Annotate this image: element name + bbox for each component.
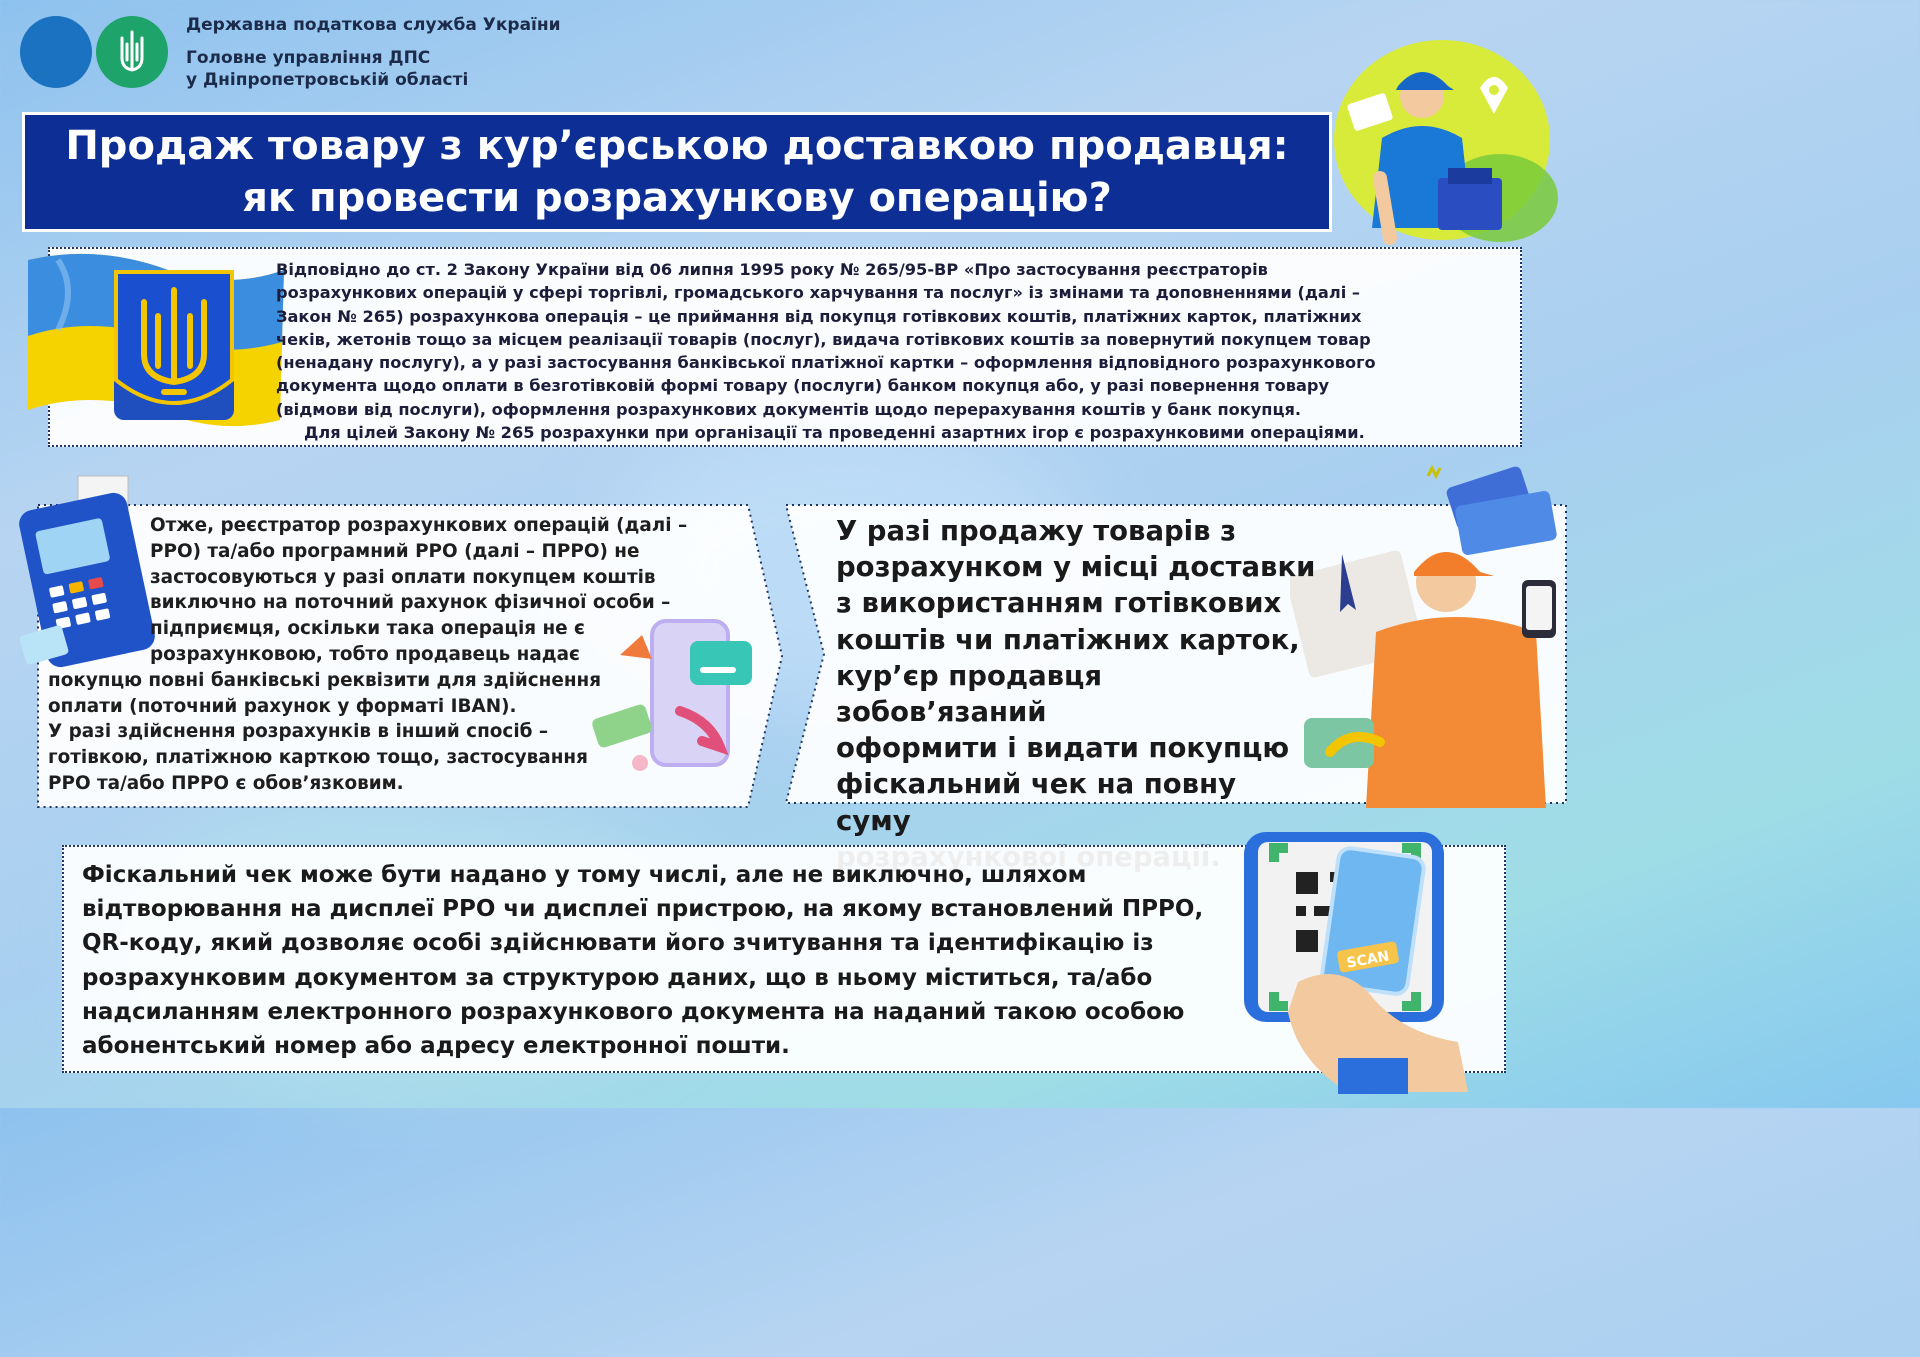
text-line (48, 590, 748, 616)
text-line (48, 565, 748, 591)
courier-illustration (1330, 28, 1562, 248)
text-line: розрахунковим документом за структурою даних, що в ньому міститься, та/або (82, 964, 1153, 991)
text-line-content: Отже, реєстратор розрахункових операцій (далі – (150, 515, 688, 536)
text-line: оплати (поточний рахунок у форматі IBAN). (48, 695, 517, 717)
law-definition-text (276, 258, 1520, 444)
text-line-content: підприємця, оскільки така операція не є (150, 618, 585, 640)
qr-scan-illustration (1238, 822, 1468, 1094)
text-line: коштів чи платіжних карток, (836, 623, 1300, 656)
scan-label: SCAN (1345, 948, 1391, 972)
text-line: QR-коду, який дозволяє особі здійснювати його зчитування та ідентифікацію із (82, 930, 1154, 957)
text-line: розрахунком у місці доставки (836, 551, 1316, 584)
text-line: готівкою, платіжною карткою тощо, застосування (48, 747, 588, 769)
text-line: У разі здійснення розрахунків в інший спосіб – (48, 721, 549, 743)
text-line: (відмови від послуги), оформлення розрахункових документів щодо перерахування коштів у банк покупця. (276, 399, 1302, 419)
org-department: Головне управління ДПС (186, 48, 431, 68)
title-line-1: Продаж товару з кур’єрською доставкою продавця: (65, 123, 1289, 169)
text-line: Закон № 265) розрахункова операція – це приймання від покупця готівкових коштів, платіжних карток, платіжних (276, 306, 1362, 326)
org-name: Державна податкова служба України (186, 15, 561, 35)
text-line: У разі продажу товарів з (836, 515, 1237, 547)
text-line-content: розрахунковою, тобто продавець надає (150, 643, 580, 665)
text-line: надсиланням електронного розрахункового документа на наданий такою особою (82, 998, 1185, 1025)
courier-with-box-illustration (1290, 462, 1566, 808)
text-line: РРО та/або ПРРО є обов’язковим. (48, 772, 404, 794)
title-line-2: як провести розрахункову операцію? (242, 175, 1112, 221)
text-line (48, 539, 748, 565)
text-line: фіскальний чек на повну суму (836, 768, 1236, 837)
text-line (48, 513, 748, 539)
page-title (22, 112, 1332, 232)
courier-obligation-text (836, 513, 1316, 875)
text-line-content: Для цілей Закону № 265 розрахунки при організації та проведенні азартних ігор є розрахунковими операціями. (304, 423, 1365, 443)
text-line: розрахункових операцій у сфері торгівлі, громадського харчування та послуг» із змінами та доповненнями (далі – (276, 283, 1360, 303)
text-line: Відповідно до ст. 2 Закону України від 06 липня 1995 року № 265/95-ВР «Про застосування реєстраторів (276, 260, 1268, 279)
text-line: документа щодо оплати в безготівковій формі товару (послуги) банком покупця або, у разі повернення товару (276, 376, 1330, 396)
text-line: з використанням готівкових (836, 587, 1282, 620)
text-line-content: РРО) та/або програмний РРО (далі – ПРРО) не (150, 540, 640, 562)
text-line-content: виключно на поточний рахунок фізичної особи – (150, 592, 671, 614)
text-line (276, 421, 1520, 444)
text-line: абонентський номер або адресу електронної пошти. (82, 1033, 790, 1060)
text-line (48, 642, 748, 668)
text-line: оформити і видати покупцю (836, 732, 1290, 765)
flag-with-coat-of-arms (18, 250, 288, 446)
prro-exemption-text (48, 513, 748, 797)
text-line (48, 616, 748, 642)
text-line: (ненадану послугу), а у разі застосування банківської платіжної картки – оформлення відповідного розрахункового (276, 353, 1376, 373)
logo-circle-blue (20, 16, 92, 88)
trident-icon (118, 30, 146, 74)
text-line: Фіскальний чек може бути надано у тому числі, але не виключно, шляхом (82, 862, 1087, 888)
text-line-content: застосовуються у разі оплати покупцем коштів (150, 566, 656, 588)
text-line: кур’єр продавця зобов’язаний (836, 659, 1103, 729)
text-line: відтворювання на дисплеї РРО чи дисплеї пристрою, на якому встановлений ПРРО, (82, 896, 1204, 923)
fiscal-receipt-text (82, 858, 1262, 1063)
text-line: чеків, жетонів тощо за місцем реалізації товарів (послуг), видача готівкових коштів за повернутий покупцем товар (276, 329, 1371, 349)
org-region: у Дніпропетровській області (186, 70, 469, 90)
text-line: покупцю повні банківські реквізити для здійснення (48, 669, 602, 691)
